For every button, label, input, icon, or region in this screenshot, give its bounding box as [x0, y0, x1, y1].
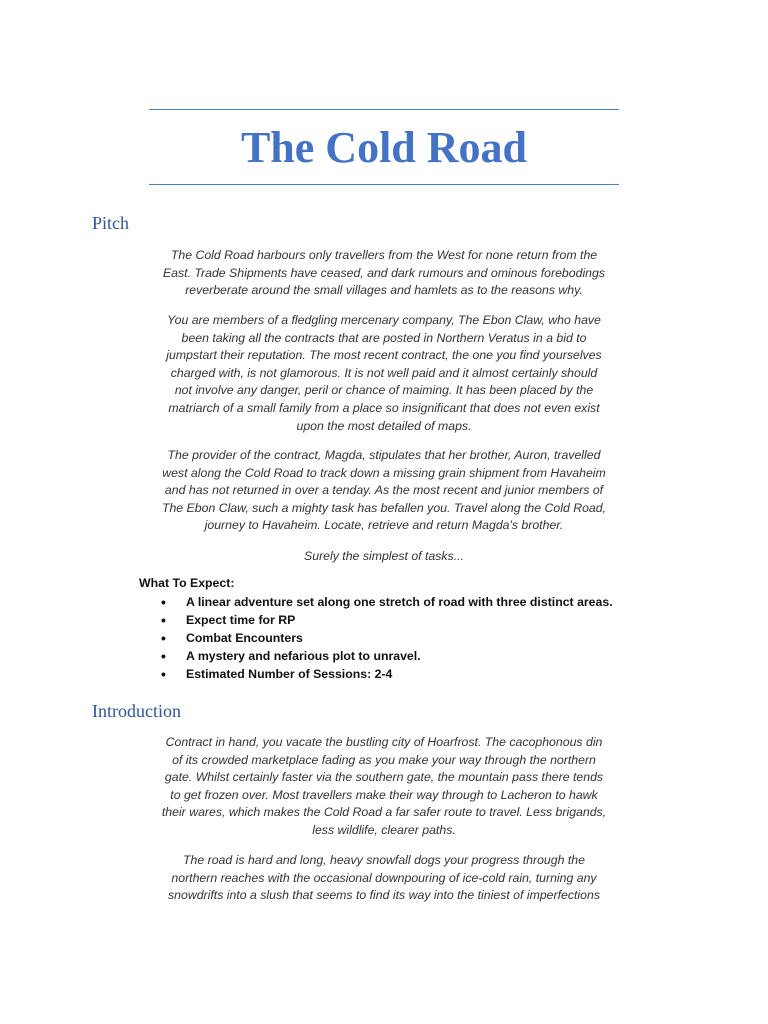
text-line: reverberate around the small villages and hamlets as to the reasons why. [185, 283, 583, 298]
pitch-paragraph-4 [144, 548, 624, 566]
introduction-heading: Introduction [92, 701, 181, 721]
text-line: You are members of a fledgling mercenary company, The Ebon Claw, who have [167, 313, 601, 327]
text-line: snowdrifts into a slush that seems to find its way into the tiniest of imperfections [168, 888, 600, 903]
what-to-expect-label: What To Expect: [139, 576, 235, 590]
what-to-expect-list [139, 593, 659, 683]
text-line: charged with, is not glamorous. It is not well paid and it almost certainly should [170, 365, 598, 380]
text-line: northern reaches with the occasional downpouring of ice-cold rain, turning any [171, 870, 597, 885]
list-item: • Estimated Number of Sessions: 2-4 [139, 665, 659, 683]
text-line: of its crowded marketplace fading as you make your way through the northern [172, 752, 596, 767]
list-item: • Expect time for RP [139, 611, 659, 629]
text-line: The road is hard and long, heavy snowfall dogs your progress through the [183, 853, 585, 867]
text-line: Contract in hand, you vacate the bustling city of Hoarfrost. The cacophonous din [165, 735, 603, 749]
text-line: upon the most detailed of maps. [296, 418, 472, 433]
pitch-paragraph-1 [144, 247, 624, 300]
list-item: • Combat Encounters [139, 629, 659, 647]
text-line: journey to Havaheim. Locate, retrieve and return Magda's brother. [204, 518, 564, 533]
text-line: The provider of the contract, Magda, stipulates that her brother, Auron, travelled [167, 448, 601, 462]
text-line: their wares, which makes the Cold Road a far safer route to travel. Less brigands, [161, 805, 607, 820]
text-line: not involve any danger, peril or chance of maiming. It has been placed by the [174, 383, 594, 398]
introduction-paragraph-2 [144, 852, 624, 905]
text-line: to get frozen over. Most travellers make their way through to Lacheron to hawk [170, 787, 598, 802]
list-item: • A linear adventure set along one stretch of road with three distinct areas. [139, 593, 659, 611]
pitch-paragraph-3 [144, 447, 624, 535]
document-title: The Cold Road [240, 123, 528, 172]
text-line: west along the Cold Road to track down a missing grain shipment from Havaheim [162, 465, 606, 480]
text-line: been taking all the contracts that are posted in Northern Veratus in a bid to [181, 330, 587, 345]
text-line: gate. Whilst certainly faster via the southern gate, the mountain pass there tends [164, 770, 604, 785]
pitch-paragraph-2 [144, 312, 624, 435]
text-line: Surely the simplest of tasks... [304, 549, 464, 563]
title-rule-bottom [149, 184, 619, 185]
text-line: East. Trade Shipments have ceased, and dark rumours and ominous forebodings [162, 265, 606, 280]
text-line: jumpstart their reputation. The most recent contract, the one you find yourselves [166, 348, 602, 363]
text-line: and has not returned in over a tenday. As the most recent and junior members of [164, 483, 604, 498]
title-rule-top [149, 109, 619, 110]
list-item: • A mystery and nefarious plot to unravel. [139, 647, 659, 665]
text-line: matriarch of a small family from a place so insignificant that does not even exist [168, 400, 600, 415]
text-line: less wildlife, clearer paths. [312, 822, 456, 837]
text-line: The Ebon Claw, such a mighty task has befallen you. Travel along the Cold Road, [161, 500, 607, 515]
text-line: The Cold Road harbours only travellers from the West for none return from the [170, 248, 598, 262]
pitch-heading: Pitch [92, 213, 130, 233]
introduction-paragraph-1 [144, 734, 624, 840]
